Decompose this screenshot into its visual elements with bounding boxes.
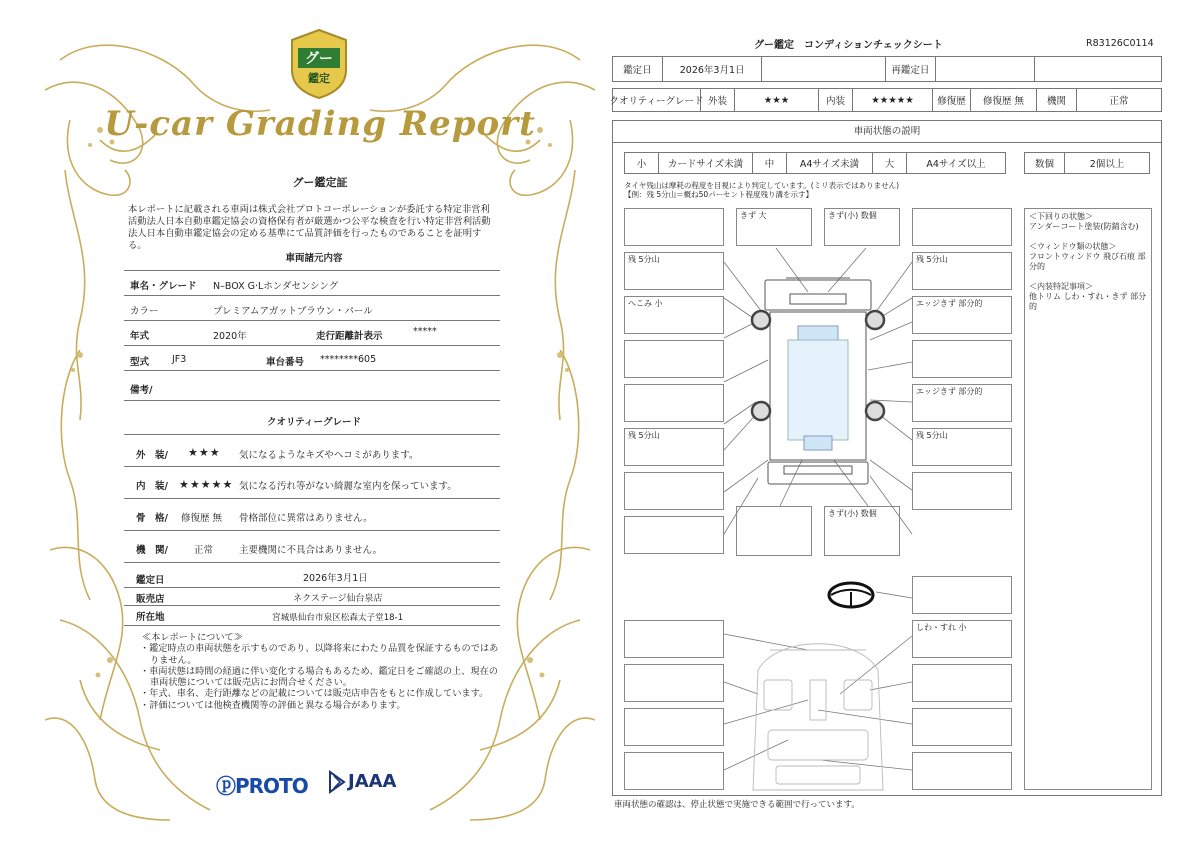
damage-box [912,576,1012,614]
size-large: 大 [873,153,907,173]
damage-box [624,384,724,422]
grading-report-certificate [40,20,600,828]
divider [124,270,500,271]
date-label: 鑑定日 [136,575,165,586]
chassis-value: ********605 [320,354,377,365]
damage-box: エッジきず 部分的 [912,296,1012,334]
odo-value: ***** [413,326,437,337]
size-large-desc: A4サイズ以上 [926,159,986,170]
chassis-label: 車台番号 [266,357,305,368]
rep-label: 修復歴 [933,89,971,111]
notes-title: ≪本レポートについて≫ [142,632,243,643]
size-mid: 中 [753,153,787,173]
model-label: 型式 [130,357,150,368]
damage-box [736,506,812,556]
size-mid-desc: A4サイズ未満 [787,153,873,173]
date-value: 2026年3月1日 [303,573,368,584]
quality-heading: クオリティーグレード [266,417,362,428]
divider [124,320,500,321]
damage-box [624,752,724,790]
divider [124,605,500,606]
spec-heading: 車両諸元内容 [285,253,343,264]
panel-spacer [1029,232,1147,242]
damage-box [624,620,724,658]
note-item: ・車両状態は時間の経過に伴い変化する場合もあるため、鑑定日をご確認の上、現在の車両状態については販売店にお問合せください。 [140,665,498,689]
model-value: JF3 [172,354,187,365]
exterior-desc: 気になるようなキズやヘコミがあります。 [239,450,419,461]
panel-spacer [1029,272,1147,282]
tire-note2: 【例：残 5分山＝概ね50パーセント程度残り溝を示す】 [624,190,814,199]
panel-line: ＜内装特記事項＞ [1029,282,1093,291]
interior-desc: 気になる汚れ等がない綺麗な室内を保っています。 [239,481,457,492]
section-title: 車両状態の説明 [613,121,1161,143]
shop-label: 販売店 [136,594,165,605]
eng-value: 正常 [1109,96,1129,107]
remarks-label: 備考/ [130,385,153,396]
divider [124,434,500,435]
damage-box [624,664,724,702]
exterior-grade: ★★★ [188,446,221,459]
count-desc: 2個以上 [1089,159,1125,170]
damage-box [624,472,724,510]
date-label: 鑑定日 [613,57,663,81]
damage-box: きず(小) 数個 [824,506,900,556]
panel-line: フロントウィンドウ 飛び石痕 部分的 [1029,252,1146,271]
goo-kantei-badge-icon [288,28,350,100]
eng-label: 機関 [1037,89,1077,111]
date-value: 2026年3月1日 [663,57,763,81]
jaaa-emblem-icon [328,770,346,794]
count-label: 数個 [1025,153,1065,173]
divider [124,498,500,499]
cert-title: グー鑑定証 [292,176,348,189]
damage-box [912,752,1012,790]
divider [124,400,500,401]
engine-label: 機 関/ [136,545,168,556]
logos [210,768,440,798]
damage-box [624,340,724,378]
year-value: 2020年 [213,331,247,342]
name-label: 車名・グレード [130,281,197,292]
damage-box [912,208,1012,246]
frame-grade: 修復歴 無 [181,513,223,524]
damage-box: 残 5分山 [912,252,1012,290]
damage-box: きず 大 [736,208,812,246]
sheet-code: R83126C0114 [1086,38,1154,49]
interior-label: 内 装/ [136,481,168,492]
tire-note1: タイヤ残山は摩耗の程度を目視により判定しています。(ミリ表示ではありません) [624,181,900,190]
note-item: ・評価については他検査機関等の評価と異なる場合があります。 [140,699,406,711]
panel-line: アンダーコート塗装(防錆含む) [1029,222,1139,231]
panel-line: ＜ウィンドウ類の状態＞ [1029,242,1117,251]
damage-box: きず(小) 数個 [824,208,900,246]
panel-line: ＜下回りの状態＞ [1029,212,1093,221]
report-title: U-car Grading Report [104,104,536,144]
color-value: プレミアムアガットブラウン・パール [213,306,373,317]
jaaa-logo: JAAA [348,771,397,792]
int-label: 内装 [819,89,853,111]
color-label: カラー [130,306,159,317]
notes-panel [1024,208,1152,790]
addr-label: 所在地 [136,612,165,623]
divider [124,530,500,531]
damage-box [912,472,1012,510]
shop-value: ネクステージ仙台泉店 [293,594,383,604]
int-value: ★★★★★ [853,89,933,111]
damage-box: へこみ 小 [624,296,724,334]
size-small: 小 [625,153,659,173]
damage-box [624,208,724,246]
report-notes [140,632,500,711]
engine-desc: 主要機関に不具合はありません。 [239,545,383,556]
grade-label: クオリティーグレード [613,89,701,111]
note-item: ・鑑定時点の車両状態を示すものであり、以降将来にわたり品質を保証するものではありません。 [140,643,499,666]
sheet-footer: 車両状態の確認は、停止状態で実施できる範囲で行っています。 [614,800,860,810]
divider [124,295,500,296]
damage-box [912,664,1012,702]
frame-desc: 骨格部位に異常はありません。 [239,513,373,524]
rep-value: 修復歴 無 [971,89,1037,111]
sheet-title: グー鑑定 コンディションチェックシート [754,40,943,51]
year-label: 年式 [130,331,150,342]
badge-line1: グー [305,51,333,67]
damage-box [912,708,1012,746]
exterior-label: 外 装/ [136,450,168,461]
divider [124,625,500,626]
damage-box [624,516,724,554]
frame-label: 骨 格/ [136,513,168,524]
proto-logo: ⓟPROTO [216,774,308,798]
note-item: ・年式、車名、走行距離などの記載については販売店申告をもとに作成しています。 [140,688,489,700]
badge-line2: 鑑定 [308,72,330,85]
damage-box: しわ・すれ 小 [912,620,1012,658]
ext-label: 外装 [701,89,735,111]
divider [124,370,500,371]
divider [124,562,500,563]
engine-grade: 正常 [194,545,214,556]
name-value: N–BOX G·Lホンダセンシング [213,281,339,292]
size-small-desc: カードサイズ未満 [659,153,753,173]
ext-value: ★★★ [735,89,819,111]
damage-box: 残 5分山 [624,428,724,466]
condition-check-sheet [608,30,1166,820]
addr-value: 宮城県仙台市泉区松森太子堂18-1 [272,613,404,623]
damage-box: 残 5分山 [912,428,1012,466]
damage-box: エッジきず 部分的 [912,384,1012,422]
damage-box [624,708,724,746]
panel-line: 他トリム しわ・すれ・きず 部分的 [1029,292,1147,311]
odo-label: 走行距離計表示 [316,331,383,342]
divider [124,587,500,588]
divider [124,466,500,467]
damage-box: 残 5分山 [624,252,724,290]
cert-body: 本レポートに記載される車両は株式会社プロトコーポレーションが委託する特定非営利活動法人日本自動車鑑定協会の資格保有者が厳選かつ公平な検査を行い特定非営利活動法人日本自動車鑑定協会の定める基準にて品質評価を行ったものであることを証明する。 [128,204,491,251]
interior-grade: ★★★★★ [179,478,234,491]
steering-wheel-icon [829,583,873,607]
redate-label: 再鑑定日 [886,57,936,81]
divider [124,345,500,346]
damage-box [912,340,1012,378]
